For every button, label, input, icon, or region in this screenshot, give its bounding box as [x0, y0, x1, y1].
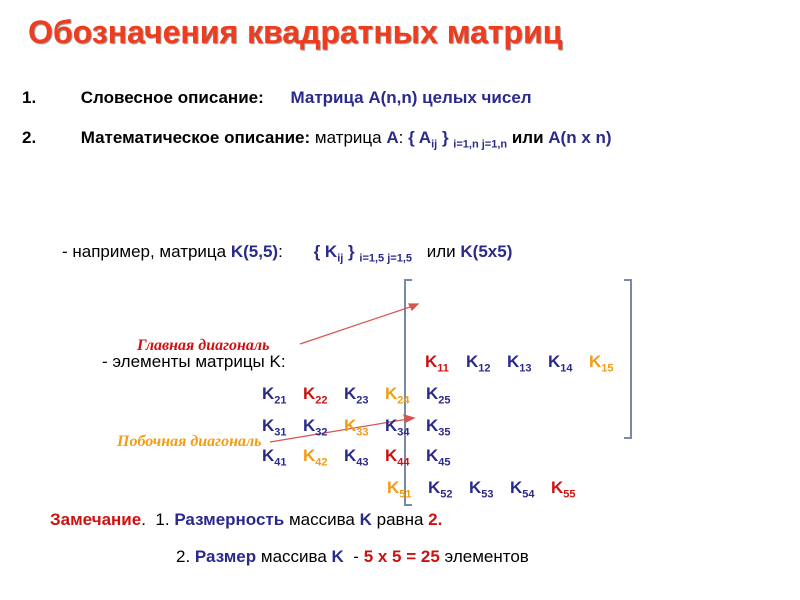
matrix-element: $K_{42}$: [303, 446, 328, 469]
matrix-element: $K_{15}$: [589, 352, 614, 375]
main-diagonal-arrow: [300, 304, 418, 344]
note-value: 2.: [428, 510, 443, 529]
item-alt: A(n x n): [548, 128, 612, 147]
matrix-element: $K_{12}$: [466, 352, 491, 375]
matrix-element: $K_{11}$: [425, 352, 449, 375]
matrix-element: $K_{24}$: [385, 384, 410, 407]
matrix-element: $K_{14}$: [548, 352, 573, 375]
matrix-element: $K_{43}$: [344, 446, 369, 469]
matrix-element: $K_{31}$: [262, 416, 287, 439]
item-prefix: матрица: [314, 128, 382, 147]
matrix-element: $K_{13}$: [507, 352, 532, 375]
matrix-element: $K_{41}$: [262, 446, 287, 469]
example-prefix: - например, матрица: [62, 242, 227, 261]
item-value: Матрица A(n,n) целых чисел: [290, 88, 532, 107]
note-key: Размерность: [174, 510, 285, 529]
example-set: { $K_{ij}$ } $_{i=1,5 j=1,5}$: [313, 242, 413, 265]
example-name: K(5,5): [230, 242, 279, 261]
item-label: Математическое описание:: [80, 128, 311, 147]
item-colon: :: [398, 128, 404, 147]
example-line: - например, матрица K(5,5): { $K_{ij}$ } $_{i=1,5 j=1,5}$ или K(5x5): [62, 242, 513, 265]
note-formula: 5 x 5 = 25: [363, 547, 440, 566]
note-label: Замечание: [50, 510, 142, 529]
matrix-element: $K_{35}$: [426, 416, 451, 439]
item-letter: A: [386, 128, 399, 147]
note-key: Размер: [194, 547, 257, 566]
page-title: Обозначения квадратных матриц: [28, 14, 563, 50]
elements-label: - элементы матрицы K:: [102, 352, 286, 371]
matrix-element: $K_{21}$: [262, 384, 287, 407]
matrix-element: $K_{55}$: [551, 478, 576, 501]
matrix-element: $K_{54}$: [510, 478, 535, 501]
matrix-element: $K_{23}$: [344, 384, 369, 407]
anti-diagonal-label: Побочная диагональ: [117, 433, 262, 450]
matrix-right-bracket: [624, 280, 631, 438]
matrix-element: $K_{22}$: [303, 384, 328, 407]
example-or: или: [426, 242, 456, 261]
matrix-element: $K_{52}$: [428, 478, 453, 501]
matrix-element: $K_{32}$: [303, 416, 328, 439]
item-number: 2.: [22, 128, 37, 147]
matrix-element: $K_{45}$: [426, 446, 451, 469]
matrix-element: $K_{51}$: [387, 478, 412, 501]
matrix-element: $K_{44}$: [385, 446, 410, 469]
example-alt: K(5x5): [460, 242, 513, 261]
matrix-element: $K_{25}$: [426, 384, 451, 407]
matrix-element: $K_{53}$: [469, 478, 494, 501]
matrix-element: $K_{33}$: [344, 416, 369, 439]
item-label: Словесное описание:: [80, 88, 264, 107]
item-number: 1.: [22, 88, 37, 107]
set-notation: { $A_{ij}$ } $_{i=1,n j=1,n}$: [408, 128, 508, 151]
item-or: или: [511, 128, 544, 147]
note-line-2: 2. Размер массива K - 5 x 5 = 25 элементов: [176, 547, 529, 566]
note-line-1: Замечание. 1. Размерность массива K равна 2.: [50, 510, 443, 529]
main-diagonal-label: Главная диагональ: [137, 337, 270, 354]
matrix-element: $K_{34}$: [385, 416, 410, 439]
